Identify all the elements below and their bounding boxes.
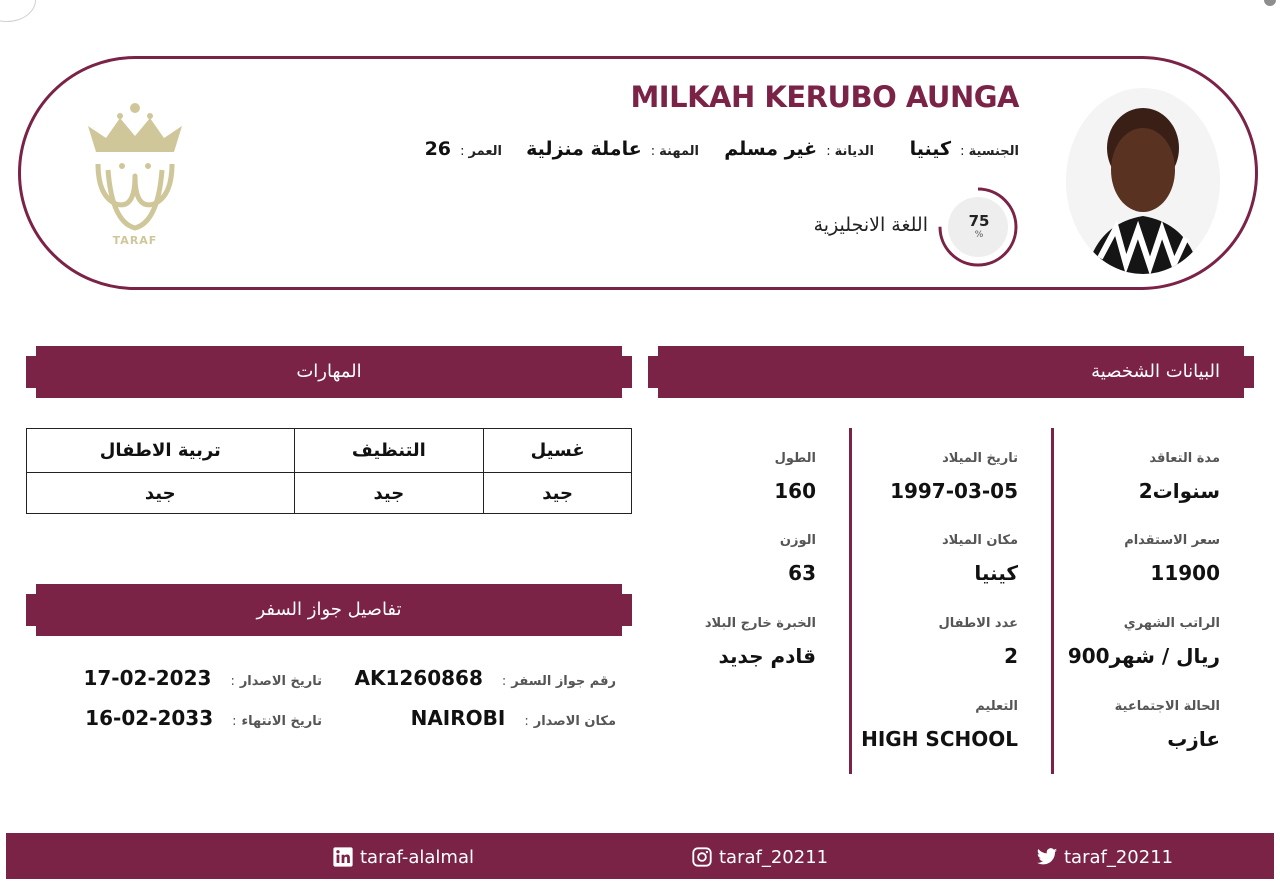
twitter-handle: taraf_20211: [1064, 846, 1174, 868]
personal-section-bar: [648, 346, 1254, 398]
experience-abroad: الخبرة خارج البلاد قادم جديد: [704, 616, 816, 668]
skills-value-row: [27, 473, 632, 514]
skill-header: التنظيف: [294, 429, 484, 473]
twitter-icon: [1036, 846, 1058, 868]
skills-table: [26, 428, 632, 514]
job-field: المهنة: عاملة منزلية: [526, 138, 699, 160]
birth-place: مكان الميلاد كينيا: [941, 533, 1018, 585]
linkedin-handle: taraf-alalmal: [360, 846, 474, 868]
passport-expiry-date: تاريخ الانتهاء:2033-02-16: [85, 706, 322, 730]
passport-issue-place: مكان الاصدار:NAIROBI: [410, 706, 616, 730]
nationality-value: كينيا: [909, 138, 952, 160]
age-field: العمر: 26: [424, 138, 502, 160]
contract-duration: مدة التعاقد 2سنوات: [1138, 451, 1220, 503]
job-value: عاملة منزلية: [526, 138, 642, 160]
personal-section-title: البيانات الشخصية: [1091, 361, 1220, 382]
skill-value: جيد: [27, 473, 295, 514]
passport-section-bar: [26, 584, 632, 636]
age-value: 26: [424, 138, 452, 160]
job-label: المهنة: [659, 144, 699, 159]
linkedin-icon: [332, 846, 354, 868]
english-level-label: اللغة الانجليزية: [813, 214, 928, 236]
skills-section-title: المهارات: [296, 361, 362, 382]
english-level-unit: %: [974, 230, 984, 240]
skill-header: تربية الاطفال: [27, 429, 295, 473]
nationality-field: الجنسية: كينيا: [909, 138, 1019, 160]
svg-text:TARAF: TARAF: [112, 234, 158, 247]
linkedin-link[interactable]: [332, 844, 474, 870]
religion-value: غير مسلم: [724, 138, 818, 160]
taraf-logo: [82, 100, 188, 250]
candidate-photo: [1066, 88, 1220, 274]
instagram-link[interactable]: [691, 844, 828, 870]
age-label: العمر: [468, 144, 502, 159]
birth-date: تاريخ الميلاد 1997-03-05: [890, 451, 1018, 503]
skill-header: غسيل: [484, 429, 632, 473]
height: الطول 160: [774, 451, 816, 503]
passport-number: رقم جواز السفر:AK1260868: [354, 666, 616, 690]
religion-field: الديانة: غير مسلم: [724, 138, 874, 160]
weight: الوزن 63: [779, 533, 816, 585]
children-count: عدد الاطفال 2: [938, 616, 1018, 668]
skills-header-row: [27, 429, 632, 473]
skill-value: جيد: [484, 473, 632, 514]
twitter-link[interactable]: [1036, 844, 1173, 870]
skills-section-bar: [26, 346, 632, 398]
candidate-name: MILKAH KERUBO AUNGA: [630, 80, 1019, 114]
instagram-handle: taraf_20211: [719, 846, 829, 868]
religion-label: الديانة: [834, 144, 874, 159]
marital-status: الحالة الاجتماعية عازب: [1114, 699, 1220, 751]
passport-issue-date: تاريخ الاصدار:2023-02-17: [83, 666, 322, 690]
education: التعليم HIGH SCHOOL: [861, 699, 1018, 751]
scroll-indicator[interactable]: [1264, 0, 1276, 6]
passport-section-title: تفاصيل جواز السفر: [256, 599, 402, 620]
monthly-salary: الراتب الشهري 900ريال / شهر: [1067, 616, 1220, 668]
nationality-label: الجنسية: [968, 144, 1019, 159]
instagram-icon: [691, 846, 713, 868]
corner-decoration: [0, 0, 36, 22]
recruitment-price: سعر الاستقدام 11900: [1124, 533, 1220, 585]
english-level-value: 75: [968, 212, 990, 230]
skill-value: جيد: [294, 473, 484, 514]
